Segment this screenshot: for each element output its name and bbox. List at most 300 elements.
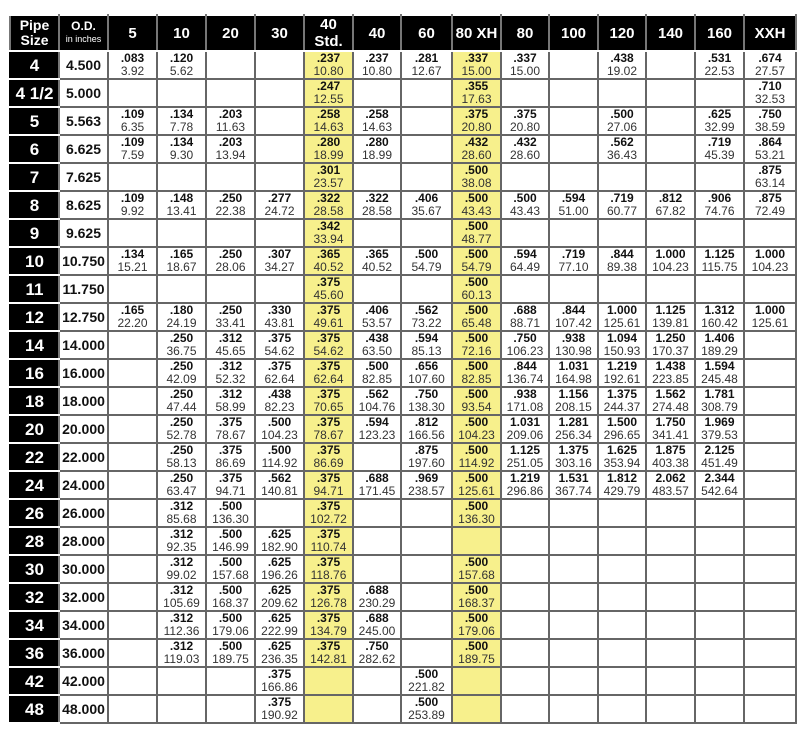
header-schedule: 120 (598, 15, 646, 51)
weight-per-foot: 52.78 (166, 428, 197, 442)
wall-thickness: .625 (267, 583, 292, 597)
weight-per-foot: 170.37 (652, 344, 689, 358)
wall-thickness: .165 (169, 247, 194, 261)
schedule-cell (108, 443, 157, 471)
wall-thickness: .500 (464, 387, 489, 401)
wall-thickness: .688 (513, 303, 537, 317)
schedule-cell (157, 471, 206, 499)
schedule-cell (452, 611, 501, 639)
header-schedule: 5 (108, 15, 157, 51)
header-schedule: 140 (646, 15, 695, 51)
weight-per-foot: 13.41 (166, 204, 197, 218)
weight-per-foot: 125.61 (458, 484, 495, 498)
wall-thickness: 1.500 (606, 415, 638, 429)
wall-thickness: .375 (513, 107, 537, 121)
weight-per-foot: 245.00 (358, 624, 396, 638)
schedule-cell (549, 51, 598, 79)
schedule-cell (108, 611, 157, 639)
wall-thickness: .500 (464, 611, 489, 625)
table-row (10, 471, 796, 499)
header-schedule: 80 (501, 15, 549, 51)
weight-per-foot: 63.47 (166, 484, 197, 498)
schedule-cell (501, 611, 549, 639)
schedule-cell (452, 499, 501, 527)
weight-per-foot: 27.06 (606, 120, 638, 134)
weight-per-foot: 15.00 (509, 64, 541, 78)
schedule-cell (401, 331, 452, 359)
schedule-cell (695, 471, 744, 499)
schedule-cell (646, 191, 695, 219)
schedule-cell (598, 471, 646, 499)
schedule-cell (501, 331, 549, 359)
wall-thickness: .375 (316, 555, 341, 569)
pipe-size: 34 (10, 611, 59, 639)
weight-per-foot: 82.85 (361, 372, 393, 386)
weight-per-foot: 256.34 (555, 428, 592, 442)
schedule-cell (157, 555, 206, 583)
header-od-unit: in inches (65, 34, 102, 44)
wall-thickness: .307 (267, 247, 292, 261)
table-row (10, 79, 796, 107)
weight-per-foot: 274.48 (652, 400, 689, 414)
weight-per-foot: 58.13 (166, 456, 197, 470)
schedule-cell (549, 387, 598, 415)
weight-per-foot: 157.68 (458, 568, 495, 582)
wall-thickness: 1.969 (704, 415, 735, 429)
schedule-cell (646, 303, 695, 331)
pipe-size: 20 (10, 415, 59, 443)
wall-thickness: .250 (169, 415, 194, 429)
wall-thickness: .165 (120, 303, 145, 317)
wall-thickness: .250 (218, 191, 243, 205)
weight-per-foot: 367.74 (555, 484, 592, 498)
wall-thickness: 1.875 (655, 443, 686, 457)
wall-thickness: .312 (218, 331, 243, 345)
schedule-cell (695, 135, 744, 163)
schedule-cell (598, 51, 646, 79)
weight-per-foot: 49.61 (313, 316, 344, 330)
schedule-cell (401, 695, 452, 723)
schedule-cell (549, 415, 598, 443)
wall-thickness: .875 (758, 191, 782, 205)
schedule-cell (401, 471, 452, 499)
pipe-size: 22 (10, 443, 59, 471)
schedule-cell (501, 135, 549, 163)
weight-per-foot: 104.23 (261, 428, 298, 442)
schedule-cell (157, 51, 206, 79)
schedule-cell (744, 583, 796, 611)
schedule-cell (353, 639, 401, 667)
schedule-cell (549, 191, 598, 219)
schedule-cell (549, 247, 598, 275)
weight-per-foot: 60.13 (461, 288, 492, 302)
wall-thickness: .625 (707, 107, 732, 121)
schedule-cell (695, 359, 744, 387)
pipe-size: 4 (10, 51, 59, 79)
wall-thickness: .148 (169, 191, 194, 205)
weight-per-foot: 282.62 (358, 652, 396, 666)
header-od-label: O.D. (71, 19, 96, 33)
schedule-cell (646, 359, 695, 387)
schedule-cell (598, 527, 646, 555)
schedule-cell (206, 163, 255, 191)
wall-thickness: .500 (218, 499, 243, 513)
schedule-cell (646, 331, 695, 359)
schedule-cell (255, 135, 304, 163)
wall-thickness: .337 (464, 51, 489, 65)
schedule-cell (646, 387, 695, 415)
wall-thickness: .342 (316, 219, 341, 233)
outside-diameter: 32.000 (59, 583, 108, 611)
weight-per-foot: 106.23 (506, 344, 544, 358)
wall-thickness: .938 (561, 331, 586, 345)
schedule-cell (206, 695, 255, 723)
weight-per-foot: 72.49 (754, 204, 786, 218)
wall-thickness: .674 (758, 51, 782, 65)
weight-per-foot: 179.06 (212, 624, 249, 638)
wall-thickness: .969 (414, 471, 439, 485)
schedule-cell (304, 583, 353, 611)
wall-thickness: 1.156 (558, 387, 589, 401)
outside-diameter: 4.500 (59, 51, 108, 79)
weight-per-foot: 5.62 (169, 64, 194, 78)
weight-per-foot: 53.21 (754, 148, 786, 162)
wall-thickness: .250 (169, 443, 194, 457)
schedule-cell (744, 387, 796, 415)
weight-per-foot: 74.76 (704, 204, 735, 218)
schedule-cell (452, 51, 501, 79)
schedule-cell (695, 527, 744, 555)
schedule-cell (255, 191, 304, 219)
wall-thickness: 1.625 (606, 443, 638, 457)
wall-thickness: .322 (316, 191, 341, 205)
wall-thickness: .375 (218, 471, 243, 485)
weight-per-foot: 54.62 (264, 344, 295, 358)
weight-per-foot: 12.55 (313, 92, 344, 106)
header-schedule: XXH (744, 15, 796, 51)
pipe-size: 30 (10, 555, 59, 583)
wall-thickness: .438 (267, 387, 292, 401)
schedule-cell (255, 555, 304, 583)
weight-per-foot: 221.82 (408, 680, 445, 694)
wall-thickness: .180 (169, 303, 194, 317)
schedule-cell (401, 359, 452, 387)
weight-per-foot: 150.93 (603, 344, 641, 358)
weight-per-foot: 78.67 (313, 428, 344, 442)
schedule-cell (206, 331, 255, 359)
schedule-cell (304, 79, 353, 107)
schedule-cell (353, 415, 401, 443)
schedule-cell (206, 667, 255, 695)
schedule-cell (598, 415, 646, 443)
wall-thickness: 1.812 (606, 471, 638, 485)
weight-per-foot: 54.79 (411, 260, 442, 274)
schedule-cell (157, 695, 206, 723)
schedule-cell (353, 359, 401, 387)
wall-thickness: .237 (365, 51, 389, 65)
schedule-cell (157, 639, 206, 667)
schedule-cell (157, 303, 206, 331)
schedule-cell (744, 443, 796, 471)
schedule-cell (744, 499, 796, 527)
schedule-cell (401, 499, 452, 527)
schedule-cell (501, 695, 549, 723)
header-schedule: 10 (157, 15, 206, 51)
schedule-cell (744, 611, 796, 639)
schedule-cell (108, 471, 157, 499)
schedule-cell (206, 387, 255, 415)
table-row (10, 443, 796, 471)
schedule-cell (744, 135, 796, 163)
schedule-cell (353, 667, 401, 695)
weight-per-foot: 104.76 (358, 400, 396, 414)
outside-diameter: 24.000 (59, 471, 108, 499)
schedule-cell (304, 275, 353, 303)
outside-diameter: 10.750 (59, 247, 108, 275)
weight-per-foot: 136.74 (506, 372, 544, 386)
schedule-cell (744, 219, 796, 247)
table-row (10, 555, 796, 583)
schedule-cell (744, 527, 796, 555)
wall-thickness: .250 (169, 387, 194, 401)
wall-thickness: .500 (218, 639, 243, 653)
pipe-size: 11 (10, 275, 59, 303)
schedule-cell (646, 695, 695, 723)
schedule-cell (304, 415, 353, 443)
schedule-cell (353, 107, 401, 135)
schedule-cell (695, 51, 744, 79)
outside-diameter: 8.625 (59, 191, 108, 219)
weight-per-foot: 223.85 (652, 372, 689, 386)
schedule-cell (255, 639, 304, 667)
weight-per-foot: 51.00 (558, 204, 589, 218)
weight-per-foot: 89.38 (606, 260, 638, 274)
schedule-cell (157, 107, 206, 135)
schedule-cell (401, 275, 452, 303)
weight-per-foot: 22.20 (117, 316, 148, 330)
schedule-cell (157, 79, 206, 107)
schedule-cell (108, 527, 157, 555)
header-pipe-size: Pipe Size (10, 15, 59, 51)
schedule-cell (646, 79, 695, 107)
wall-thickness: .812 (414, 415, 439, 429)
weight-per-foot: 20.80 (509, 120, 541, 134)
wall-thickness: .134 (120, 247, 145, 261)
weight-per-foot: 308.79 (701, 400, 738, 414)
wall-thickness: .625 (267, 611, 292, 625)
schedule-cell (401, 135, 452, 163)
schedule-cell (549, 303, 598, 331)
wall-thickness: 1.312 (704, 303, 735, 317)
schedule-cell (401, 51, 452, 79)
weight-per-foot: 17.63 (461, 92, 492, 106)
schedule-cell (695, 667, 744, 695)
schedule-cell (304, 555, 353, 583)
schedule-cell (108, 359, 157, 387)
weight-per-foot: 24.19 (166, 316, 197, 330)
weight-per-foot: 253.89 (408, 708, 445, 722)
schedule-cell (646, 555, 695, 583)
schedule-cell (452, 191, 501, 219)
weight-per-foot: 58.99 (215, 400, 246, 414)
schedule-cell (501, 443, 549, 471)
wall-thickness: .312 (169, 639, 194, 653)
schedule-cell (157, 219, 206, 247)
weight-per-foot: 11.63 (215, 120, 246, 134)
schedule-cell (452, 639, 501, 667)
weight-per-foot: 107.42 (555, 316, 592, 330)
wall-thickness: .562 (267, 471, 292, 485)
schedule-cell (401, 303, 452, 331)
schedule-cell (452, 275, 501, 303)
wall-thickness: .531 (707, 51, 732, 65)
wall-thickness: 1.219 (509, 471, 541, 485)
schedule-cell (304, 303, 353, 331)
weight-per-foot: 403.38 (652, 456, 689, 470)
weight-per-foot: 171.08 (506, 400, 544, 414)
pipe-size: 26 (10, 499, 59, 527)
schedule-cell (452, 303, 501, 331)
weight-per-foot: 72.16 (461, 344, 492, 358)
schedule-cell (304, 667, 353, 695)
schedule-cell (255, 499, 304, 527)
schedule-cell (501, 51, 549, 79)
weight-per-foot: 63.14 (754, 176, 786, 190)
header-schedule: 160 (695, 15, 744, 51)
schedule-cell (206, 639, 255, 667)
schedule-cell (549, 275, 598, 303)
pipe-size: 18 (10, 387, 59, 415)
weight-per-foot: 179.06 (458, 624, 495, 638)
weight-per-foot: 85.13 (411, 344, 442, 358)
weight-per-foot: 85.68 (166, 512, 197, 526)
weight-per-foot: 73.22 (411, 316, 442, 330)
outside-diameter: 36.000 (59, 639, 108, 667)
schedule-cell (304, 639, 353, 667)
header-schedule: 100 (549, 15, 598, 51)
schedule-cell (646, 639, 695, 667)
wall-thickness: .250 (169, 471, 194, 485)
wall-thickness: .375 (316, 387, 341, 401)
schedule-cell (452, 79, 501, 107)
schedule-cell (401, 415, 452, 443)
weight-per-foot: 168.37 (212, 596, 249, 610)
schedule-cell (255, 275, 304, 303)
schedule-cell (549, 611, 598, 639)
weight-per-foot: 166.56 (408, 428, 445, 442)
schedule-cell (695, 415, 744, 443)
header-schedule: 60 (401, 15, 452, 51)
outside-diameter: 48.000 (59, 695, 108, 723)
schedule-cell (255, 387, 304, 415)
wall-thickness: .375 (316, 499, 341, 513)
wall-thickness: .500 (464, 415, 489, 429)
outside-diameter: 18.000 (59, 387, 108, 415)
schedule-cell (401, 191, 452, 219)
weight-per-foot: 10.80 (361, 64, 393, 78)
weight-per-foot: 102.72 (310, 512, 347, 526)
schedule-cell (304, 471, 353, 499)
wall-thickness: .375 (464, 107, 489, 121)
wall-thickness: .406 (414, 191, 439, 205)
wall-thickness: .375 (316, 275, 341, 289)
weight-per-foot: 60.77 (606, 204, 638, 218)
schedule-cell (695, 443, 744, 471)
schedule-cell (255, 583, 304, 611)
pipe-size: 42 (10, 667, 59, 695)
schedule-cell (695, 611, 744, 639)
schedule-cell (304, 527, 353, 555)
schedule-cell (353, 191, 401, 219)
schedule-cell (598, 555, 646, 583)
wall-thickness: .500 (464, 163, 489, 177)
wall-thickness: .562 (610, 135, 634, 149)
schedule-cell (744, 359, 796, 387)
schedule-cell (401, 247, 452, 275)
weight-per-foot: 429.79 (603, 484, 641, 498)
schedule-cell (695, 191, 744, 219)
schedule-cell (501, 219, 549, 247)
wall-thickness: .432 (464, 135, 489, 149)
schedule-cell (255, 527, 304, 555)
schedule-cell (304, 51, 353, 79)
wall-thickness: .375 (316, 471, 341, 485)
wall-thickness: .864 (758, 135, 782, 149)
schedule-cell (304, 163, 353, 191)
weight-per-foot: 20.80 (461, 120, 492, 134)
weight-per-foot: 32.53 (754, 92, 786, 106)
weight-per-foot: 118.76 (310, 568, 347, 582)
schedule-cell (157, 275, 206, 303)
wall-thickness: 1.000 (606, 303, 638, 317)
schedule-cell (598, 359, 646, 387)
weight-per-foot: 67.82 (655, 204, 686, 218)
pipe-size: 7 (10, 163, 59, 191)
schedule-cell (353, 443, 401, 471)
wall-thickness: .375 (316, 611, 341, 625)
schedule-cell (304, 107, 353, 135)
schedule-cell (598, 135, 646, 163)
schedule-cell (206, 415, 255, 443)
wall-thickness: .277 (267, 191, 292, 205)
schedule-cell (549, 79, 598, 107)
wall-thickness: .312 (169, 611, 194, 625)
schedule-cell (157, 415, 206, 443)
weight-per-foot: 54.79 (461, 260, 492, 274)
table-row (10, 219, 796, 247)
table-row (10, 695, 796, 723)
weight-per-foot: 209.62 (261, 596, 298, 610)
schedule-cell (401, 583, 452, 611)
schedule-cell (353, 555, 401, 583)
schedule-cell (401, 555, 452, 583)
schedule-cell (598, 79, 646, 107)
weight-per-foot: 36.75 (166, 344, 197, 358)
wall-thickness: .250 (169, 331, 194, 345)
outside-diameter: 20.000 (59, 415, 108, 443)
schedule-cell (744, 695, 796, 723)
schedule-cell (452, 135, 501, 163)
weight-per-foot: 142.81 (310, 652, 347, 666)
schedule-cell (255, 79, 304, 107)
wall-thickness: .375 (218, 443, 243, 457)
pipe-size: 16 (10, 359, 59, 387)
outside-diameter: 30.000 (59, 555, 108, 583)
weight-per-foot: 130.98 (555, 344, 592, 358)
schedule-cell (695, 303, 744, 331)
schedule-cell (646, 471, 695, 499)
schedule-cell (401, 387, 452, 415)
